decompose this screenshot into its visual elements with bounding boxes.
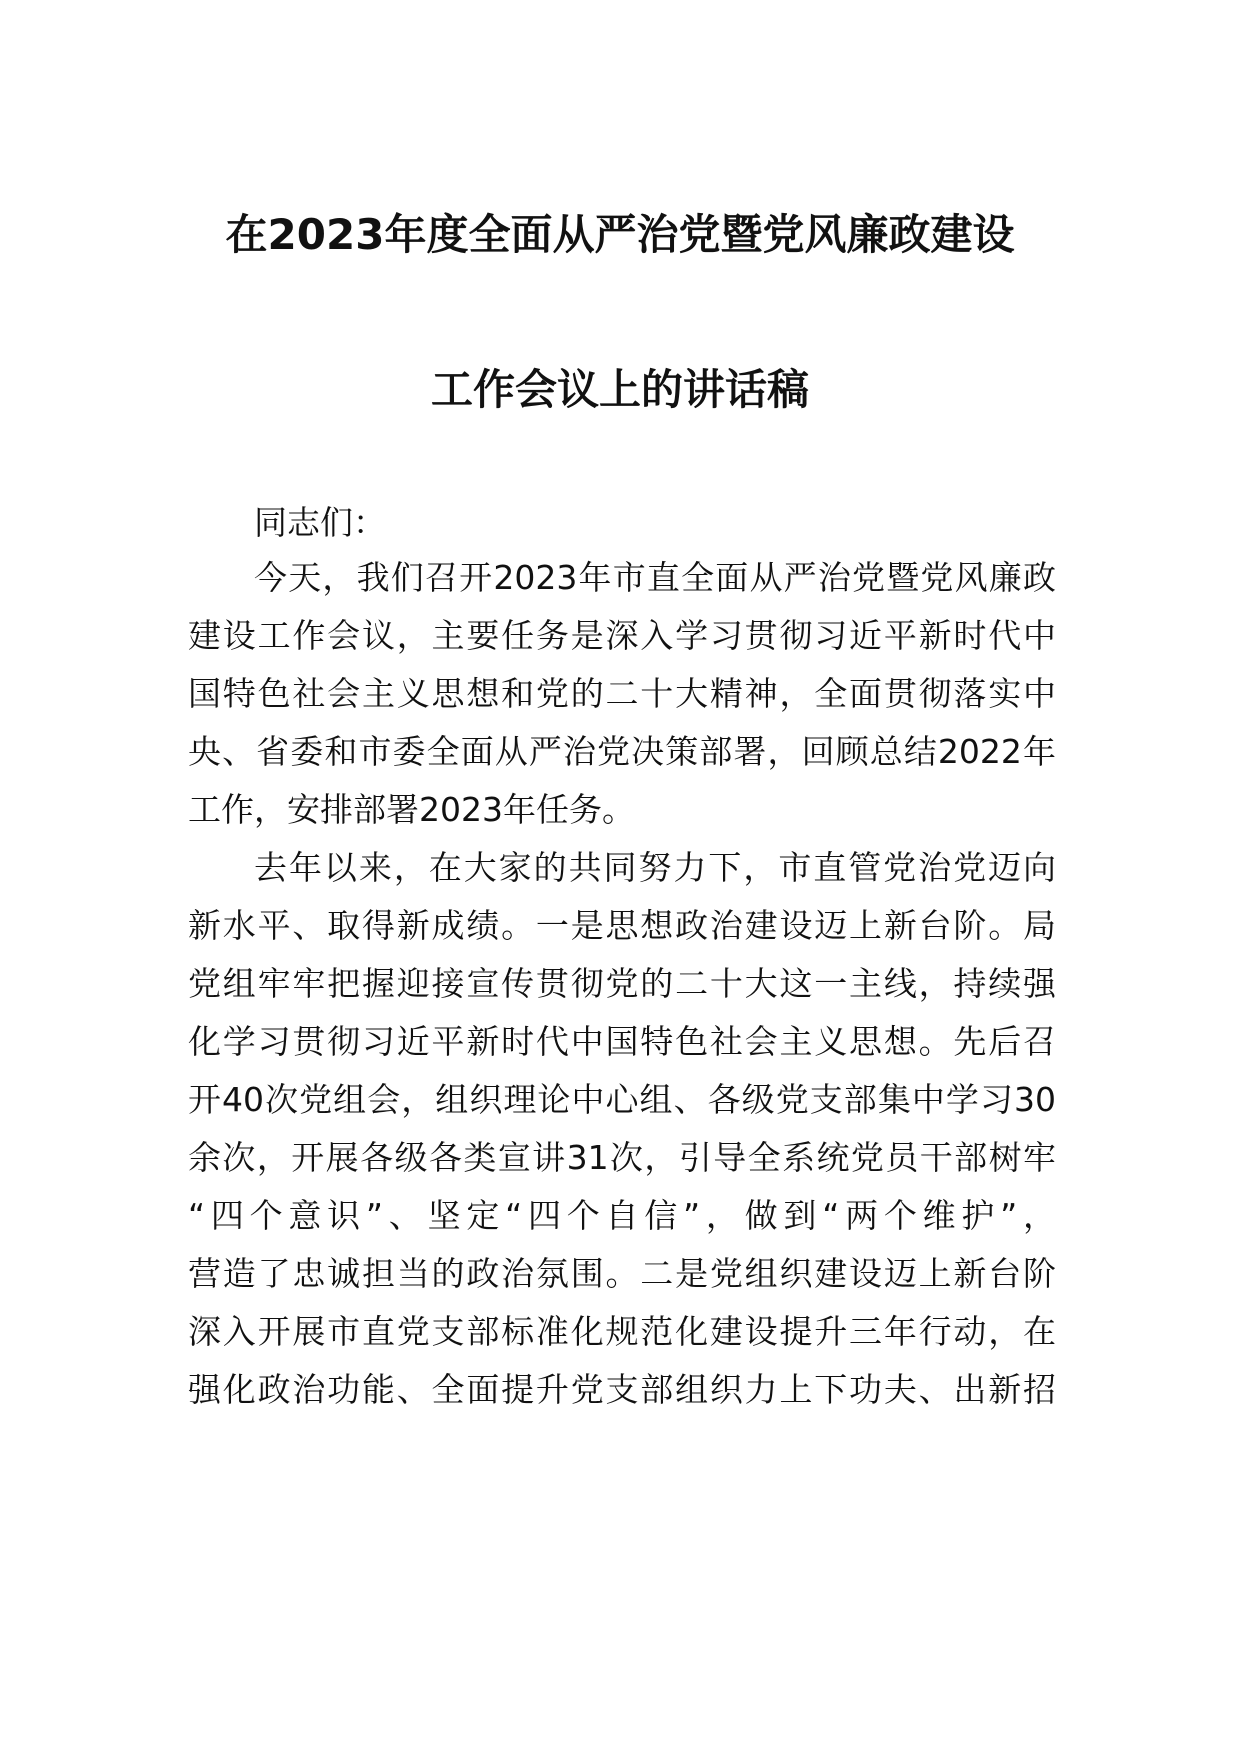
paragraph-1-line: 央、省委和市委全面从严治党决策部署，回顾总结2022年 — [188, 732, 1056, 771]
paragraph-2-line: 去年以来，在大家的共同努力下，市直管党治党迈向 — [254, 848, 1056, 887]
paragraph-2-line: 深入开展市直党支部标准化规范化建设提升三年行动，在 — [188, 1312, 1056, 1351]
paragraph-1-line: 工作，安排部署2023年任务。 — [188, 790, 635, 829]
paragraph-1-line: 今天，我们召开2023年市直全面从严治党暨党风廉政 — [254, 558, 1056, 597]
document-title-line-2: 工作会议上的讲话稿 — [430, 365, 809, 414]
paragraph-2-line: 化学习贯彻习近平新时代中国特色社会主义思想。先后召 — [188, 1022, 1056, 1061]
paragraph-1-line: 国特色社会主义思想和党的二十大精神，全面贯彻落实中 — [188, 674, 1056, 713]
paragraph-2-line: 党组牢牢把握迎接宣传贯彻党的二十大这一主线，持续强 — [188, 964, 1056, 1003]
paragraph-2-line: 强化政治功能、全面提升党支部组织力上下功夫、出新招 — [188, 1370, 1056, 1409]
paragraph-2-line: 营造了忠诚担当的政治氛围。二是党组织建设迈上新台阶 — [188, 1254, 1056, 1293]
paragraph-1-line: 建设工作会议，主要任务是深入学习贯彻习近平新时代中 — [188, 616, 1056, 655]
paragraph-2-line: “四个意识”、坚定“四个自信”，做到“两个维护”， — [188, 1196, 1056, 1235]
paragraph-2-line: 开40次党组会，组织理论中心组、各级党支部集中学习30 — [188, 1080, 1056, 1119]
greeting: 同志们： — [254, 503, 386, 542]
document-title-line-1: 在2023年度全面从严治党暨党风廉政建设 — [225, 210, 1015, 259]
paragraph-2-line: 新水平、取得新成绩。一是思想政治建设迈上新台阶。局 — [188, 906, 1056, 945]
paragraph-2-line: 余次，开展各级各类宣讲31次，引导全系统党员干部树牢 — [188, 1138, 1056, 1177]
